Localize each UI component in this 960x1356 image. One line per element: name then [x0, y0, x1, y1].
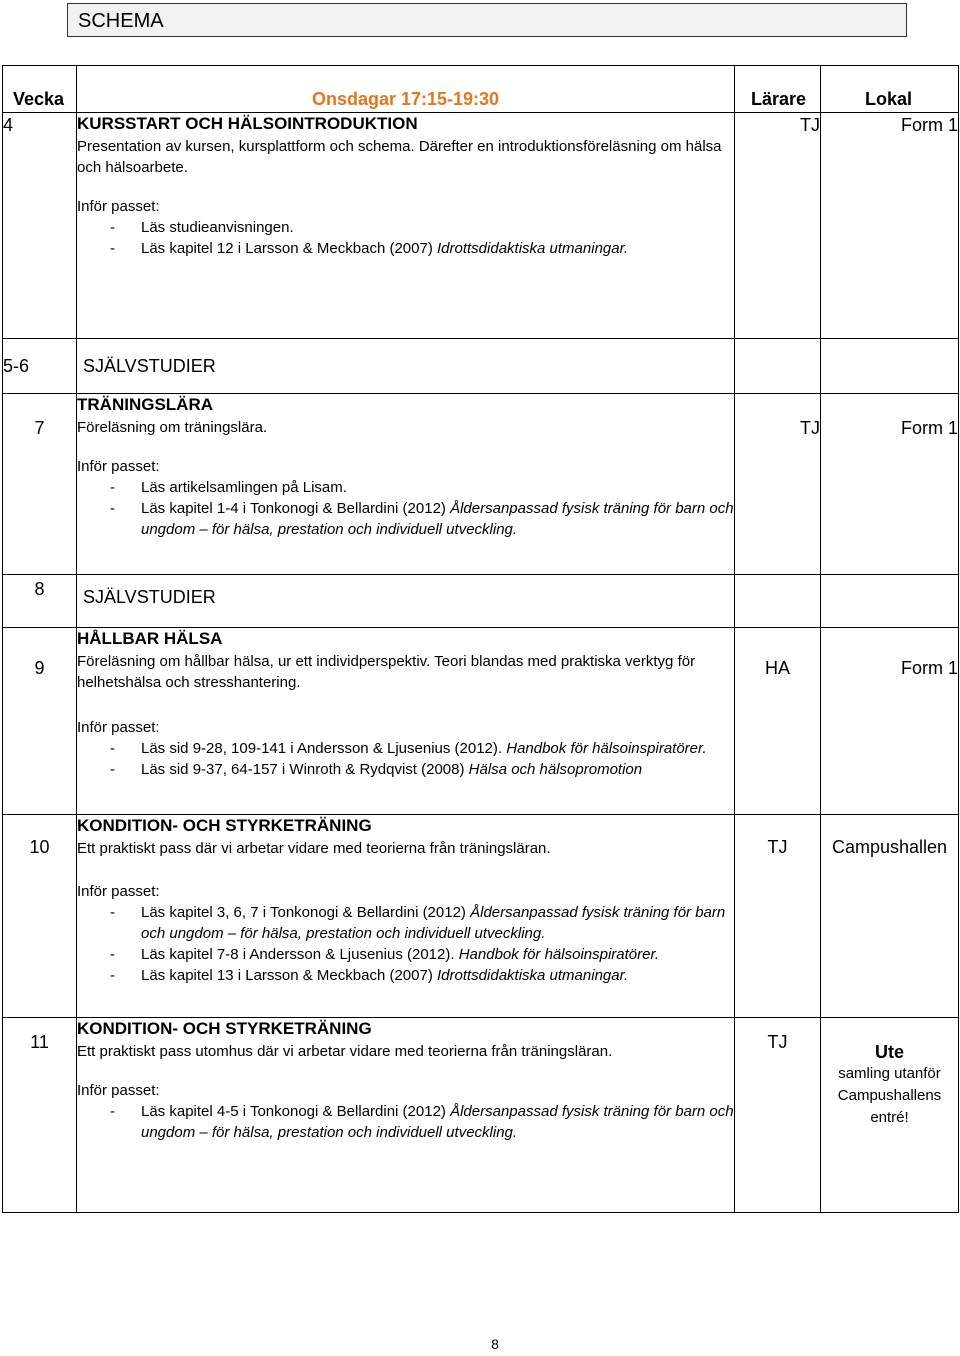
reading-book: Åldersanpassad fysisk träning för barn och ungdom – för hälsa, prestation och individuell utveckling. — [141, 904, 726, 942]
session-cell — [77, 628, 735, 815]
reading-list — [77, 738, 734, 780]
list-item: - Läs sid 9-28, 109-141 i Andersson & Ljusenius (2012). Handbok för hälsoinspiratörer. — [110, 740, 707, 757]
room-cell — [821, 1018, 959, 1213]
room-cell: Form 1 — [821, 628, 959, 815]
room-note: samling utanför Campushallens entré! — [837, 1065, 942, 1126]
list-item: - Läs kapitel 1-4 i Tonkonogi & Bellardini (2012) Åldersanpassad fysisk träning för barn och ungdom – för hälsa, prestation och individuell utveckling. — [110, 500, 734, 538]
list-item: - Läs artikelsamlingen på Lisam. — [110, 479, 347, 496]
reading-book: Åldersanpassad fysisk träning för barn och ungdom – för hälsa, prestation och individuell utveckling. — [141, 500, 734, 538]
list-item: - Läs studieanvisningen. — [110, 219, 294, 236]
table-row — [3, 339, 959, 394]
table-row — [3, 1018, 959, 1213]
list-item: - Läs sid 9-37, 64-157 i Winroth & Rydqvist (2008) Hälsa och hälsopromotion — [110, 761, 643, 778]
session-cell — [77, 575, 735, 628]
header-teacher: Lärare — [735, 66, 821, 113]
reading-book: Åldersanpassad fysisk träning för barn och ungdom – för hälsa, prestation och individuell utveckling. — [141, 1103, 734, 1141]
table-row — [3, 394, 959, 575]
room-cell: Form 1 — [821, 394, 959, 575]
session-heading: KONDITION- OCH STYRKETRÄNING — [77, 816, 372, 835]
list-item: - Läs kapitel 4-5 i Tonkonogi & Bellardini (2012) Åldersanpassad fysisk träning för barn och ungdom – för hälsa, prestation och individuell utveckling. — [110, 1103, 734, 1141]
list-item: - Läs kapitel 3, 6, 7 i Tonkonogi & Bellardini (2012) Åldersanpassad fysisk träning för barn och ungdom – för hälsa, prestation och individuell utveckling. — [110, 904, 726, 942]
session-heading: TRÄNINGSLÄRA — [77, 395, 213, 414]
session-cell — [77, 113, 735, 339]
room-name: Ute — [874, 1042, 904, 1062]
week-cell: 7 — [3, 394, 77, 575]
room-cell: Campushallen — [821, 815, 959, 1018]
session-heading: HÅLLBAR HÄLSA — [77, 629, 223, 648]
schedule-table — [2, 65, 959, 1213]
header-session: Onsdagar 17:15-19:30 — [77, 66, 735, 113]
reading-list — [77, 902, 734, 986]
session-heading: KONDITION- OCH STYRKETRÄNING — [77, 1019, 372, 1038]
teacher-cell — [735, 339, 821, 394]
reading-list — [77, 477, 734, 540]
session-description: Ett praktiskt pass där vi arbetar vidare med teorierna från träningsläran. — [77, 840, 551, 857]
reading-text: Läs kapitel 1-4 i Tonkonogi & Bellardini (2012) — [141, 500, 446, 517]
teacher-cell — [735, 575, 821, 628]
teacher-cell: TJ — [735, 113, 821, 339]
table-row — [3, 628, 959, 815]
prep-label: Inför passet: — [77, 719, 160, 736]
week-cell: 9 — [3, 628, 77, 815]
session-cell — [77, 339, 735, 394]
title-box — [67, 3, 907, 37]
reading-text: Läs kapitel 4-5 i Tonkonogi & Bellardini (2012) — [141, 1103, 446, 1120]
teacher-cell: TJ — [735, 1018, 821, 1213]
teacher-cell: TJ — [735, 815, 821, 1018]
reading-text: Läs kapitel 7-8 i Andersson & Ljusenius (2012). — [141, 946, 455, 963]
week-cell: 10 — [3, 815, 77, 1018]
list-item: - Läs kapitel 7-8 i Andersson & Ljusenius (2012). Handbok för hälsoinspiratörer. — [110, 946, 660, 963]
prep-label: Inför passet: — [77, 458, 160, 475]
reading-book: Idrottsdidaktiska utmaningar. — [437, 967, 629, 984]
reading-book: Hälsa och hälsopromotion — [468, 761, 643, 778]
reading-book: Handbok för hälsoinspiratörer. — [458, 946, 660, 963]
session-cell — [77, 815, 735, 1018]
list-item: - Läs kapitel 13 i Larsson & Meckbach (2007) Idrottsdidaktiska utmaningar. — [110, 967, 629, 984]
page-number: 8 — [491, 1336, 499, 1352]
header-row — [3, 66, 959, 113]
session-cell — [77, 1018, 735, 1213]
session-description: Föreläsning om träningslära. — [77, 419, 268, 436]
header-room: Lokal — [821, 66, 959, 113]
room-cell — [821, 575, 959, 628]
table-row — [3, 815, 959, 1018]
reading-book: Idrottsdidaktiska utmaningar. — [437, 240, 629, 257]
session-description: Presentation av kursen, kursplattform och schema. Därefter en introduktionsföreläsning om hälsa och hälsoarbete. — [77, 138, 722, 176]
room-cell — [821, 339, 959, 394]
prep-label: Inför passet: — [77, 198, 160, 215]
reading-text: Läs studieanvisningen. — [141, 219, 294, 236]
reading-text: Läs sid 9-28, 109-141 i Andersson & Ljusenius (2012). — [141, 740, 503, 757]
reading-text: Läs kapitel 13 i Larsson & Meckbach (2007) — [141, 967, 433, 984]
reading-list — [77, 1101, 734, 1143]
reading-text: Läs sid 9-37, 64-157 i Winroth & Rydqvist (2008) — [141, 761, 465, 778]
session-description: Föreläsning om hållbar hälsa, ur ett individperspektiv. Teori blandas med praktiska verktyg för helhetshälsa och stresshantering. — [77, 653, 696, 691]
session-heading: SJÄLVSTUDIER — [83, 587, 216, 607]
reading-list — [77, 217, 734, 259]
session-description: Ett praktiskt pass utomhus där vi arbetar vidare med teorierna från träningsläran. — [77, 1043, 613, 1060]
teacher-cell: TJ — [735, 394, 821, 575]
list-item: - Läs kapitel 12 i Larsson & Meckbach (2007) Idrottsdidaktiska utmaningar. — [110, 240, 629, 257]
week-cell: 11 — [3, 1018, 77, 1213]
table-row — [3, 575, 959, 628]
page-title: SCHEMA — [78, 10, 164, 32]
week-cell: 5-6 — [3, 339, 77, 394]
session-heading: KURSSTART OCH HÄLSOINTRODUKTION — [77, 114, 418, 133]
prep-label: Inför passet: — [77, 883, 160, 900]
session-cell — [77, 394, 735, 575]
table-row — [3, 113, 959, 339]
reading-text: Läs kapitel 3, 6, 7 i Tonkonogi & Bellardini (2012) — [141, 904, 466, 921]
reading-text: Läs artikelsamlingen på Lisam. — [141, 479, 347, 496]
prep-label: Inför passet: — [77, 1082, 160, 1099]
session-heading: SJÄLVSTUDIER — [83, 356, 216, 376]
room-cell: Form 1 — [821, 113, 959, 339]
reading-text: Läs kapitel 12 i Larsson & Meckbach (2007) — [141, 240, 433, 257]
week-cell: 8 — [3, 575, 77, 628]
week-cell: 4 — [3, 113, 77, 339]
header-week: Vecka — [3, 66, 77, 113]
teacher-cell: HA — [735, 628, 821, 815]
reading-book: Handbok för hälsoinspiratörer. — [506, 740, 707, 757]
